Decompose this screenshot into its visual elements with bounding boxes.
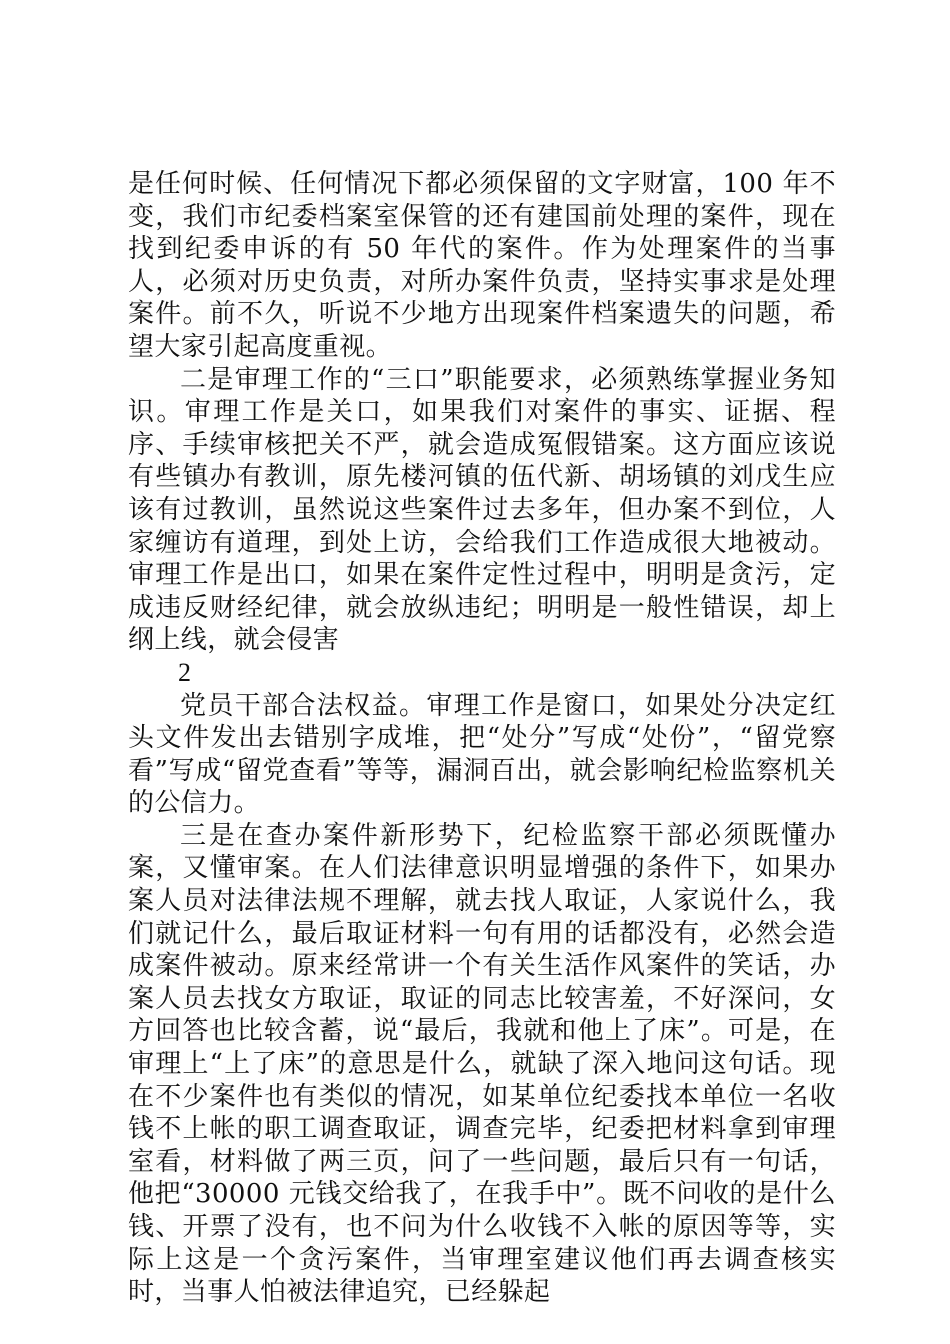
document-page bbox=[128, 168, 836, 1309]
page-number: 2 bbox=[178, 657, 192, 687]
paragraph-third-point: 三是在查办案件新形势下，纪检监察干部必须既懂办案，又懂审案。在人们法律意识明显增强的条件下，如果办案人员对法律法规不理解，就去找人取证，人家说什么，我们就记什么，最后取证材料一句有用的话都没有，必然会造成案件被动。原来经常讲一个有关生活作风案件的笑话，办案人员去找女方取证，取证的同志比较害羞，不好深问，女方回答也比较含蓄，说“最后，我就和他上了床”。可是，在审理上“上了床”的意思是什么，就缺了深入地问这句话。现在不少案件也有类似的情况，如某单位纪委找本单位一名收钱不上帐的职工调查取证，调查完毕，纪委把材料拿到审理室看，材料做了两三页，问了一些问题，最后只有一句话，他把“30000 元钱交给我了，在我手中”。既不问收的是什么钱、开票了没有，也不问为什么收钱不入帐的原因等等，实际上这是一个贪污案件，当审理室建议他们再去调查核实时，当事人怕被法律追究，已经躲起 bbox=[128, 820, 836, 1308]
paragraph-second-point-continuation: 党员干部合法权益。审理工作是窗口，如果处分决定红头文件发出去错别字成堆，把“处分”写成“处份”，“留党察看”写成“留党查看”等等，漏洞百出，就会影响纪检监察机关的公信力。 bbox=[128, 690, 836, 819]
paragraph-second-point: 二是审理工作的“三口”职能要求，必须熟练掌握业务知识。审理工作是关口，如果我们对案件的事实、证据、程序、手续审核把关不严，就会造成冤假错案。这方面应该说有些镇办有教训，原先楼河镇的伍代新、胡场镇的刘戊生应该有过教训，虽然说这些案件过去多年，但办案不到位，人家缠访有道理，到处上访，会给我们工作造成很大地被动。审理工作是出口，如果在案件定性过程中，明明是贪污，定成违反财经纪律，就会放纵违纪；明明是一般性错误，却上纲上线，就会侵害 bbox=[128, 364, 836, 656]
paragraph-archive-continuation: 是任何时候、任何情况下都必须保留的文字财富，100 年不变，我们市纪委档案室保管的还有建国前处理的案件，现在找到纪委申诉的有 50 年代的案件。作为处理案件的当事人，必须对历史负责，对所办案件负责，坚持实事求是处理案件。前不久，听说不少地方出现案件档案遗失的问题，希望大家引起高度重视。 bbox=[128, 169, 836, 362]
